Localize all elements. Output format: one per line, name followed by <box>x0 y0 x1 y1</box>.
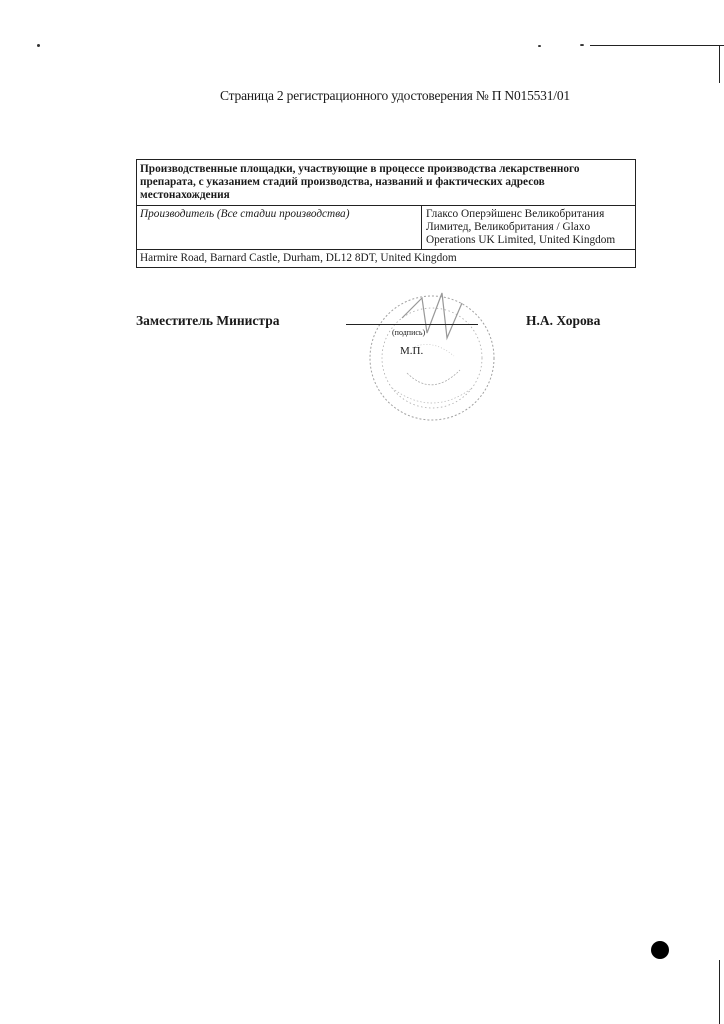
manufacturer-role-cell: Производитель (Все стадии производства) <box>137 206 422 250</box>
signatory-title: Заместитель Министра <box>136 313 280 328</box>
signature-line <box>346 324 478 325</box>
scan-speck <box>37 44 40 47</box>
signatory-name: Н.А. Хорова <box>526 313 601 328</box>
table-address-row <box>137 250 636 268</box>
scan-edge-right-bottom <box>719 960 720 1024</box>
page-header: Страница 2 регистрационного удостоверения № П N015531/01 <box>220 88 570 103</box>
table-row <box>137 206 636 250</box>
official-seal-stamp <box>362 278 502 428</box>
manufacturer-name-cell: Глаксо Оперэйшенс Великобритания Лимитед, Великобритания / Glaxo Operations UK Limited, United Kingdom <box>422 206 636 250</box>
scan-speck <box>538 45 541 47</box>
scan-speck <box>580 44 584 46</box>
table-heading-row <box>137 160 636 206</box>
scan-edge-top <box>590 45 724 46</box>
production-sites-table <box>136 159 636 268</box>
hole-punch-mark <box>651 941 669 959</box>
seal-place-mark: М.П. <box>400 345 424 357</box>
address-cell: Harmire Road, Barnard Castle, Durham, DL12 8DT, United Kingdom <box>137 250 636 268</box>
table-heading: Производственные площадки, участвующие в процессе производства лекарственного препарата, с указанием стадий производства, названий и фактических адресов местонахождения <box>137 160 636 206</box>
scan-edge-right <box>719 45 720 83</box>
signature-caption: (подпись) <box>392 328 426 337</box>
